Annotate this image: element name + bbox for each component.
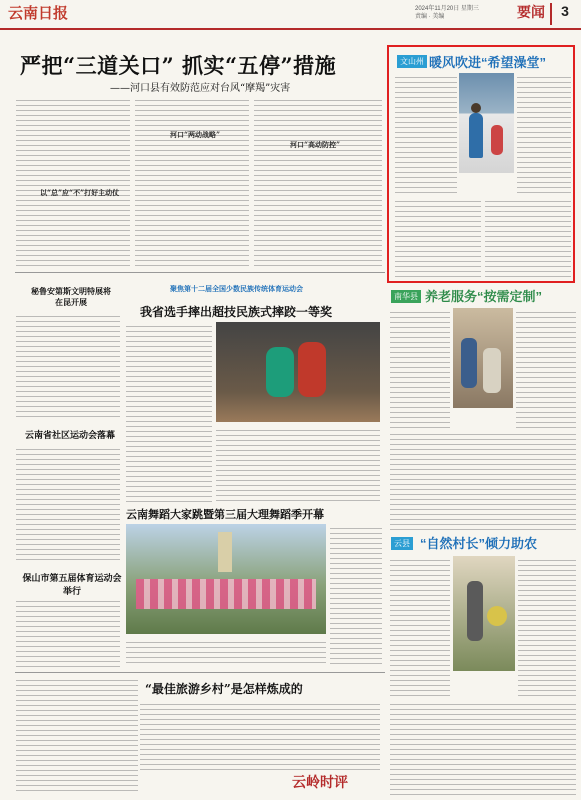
column-logo: 云岭时评 [292, 775, 348, 791]
elderly-body-right [516, 308, 576, 428]
region-tag: 云县 [391, 537, 413, 550]
brief-title: 云南省社区运动会落幕 [24, 431, 115, 441]
feature-body-right [517, 73, 571, 193]
section-name: 要闻 [517, 4, 545, 20]
feature-photo [459, 73, 514, 173]
village-photo [453, 556, 515, 671]
village-title: “自然村长”倾力助农 [420, 536, 538, 551]
lead-body-col3 [254, 96, 382, 266]
elderly-photo [453, 308, 513, 408]
feature-body-left [395, 73, 457, 193]
sports-body-left [126, 322, 212, 502]
brief-body [16, 597, 120, 667]
section-divider [15, 272, 385, 273]
sports-body-right [216, 426, 380, 504]
lead-subsection-3: 河口“高动防控” [290, 140, 341, 149]
dance-photo [126, 524, 326, 634]
newspaper-logo: 云南日报 [8, 4, 69, 22]
elderly-title: 养老服务“按需定制” [425, 289, 543, 304]
opinion-body-left [16, 676, 138, 794]
feature-body-bottom-right [485, 197, 571, 277]
feature-body-bottom-left [395, 197, 481, 277]
sports-title: 我省选手摔出超技民族式摔跤一等奖 [140, 305, 333, 319]
village-body-bottom [390, 700, 576, 795]
elderly-body-left [390, 308, 450, 428]
region-tag: 文山州 [397, 55, 427, 68]
brief-body [16, 445, 120, 560]
highlighted-article[interactable] [387, 45, 575, 283]
sports-kicker: 聚焦第十二届全国少数民族传统体育运动会 [170, 284, 303, 293]
region-tag: 南华县 [391, 290, 421, 303]
brief-title: 秘鲁安第斯文明特展将在昆开展 [31, 286, 111, 307]
brief-body [16, 312, 120, 417]
masthead [0, 0, 581, 30]
feature-title: 暖风吹进“希望澡堂” [429, 55, 547, 70]
opinion-title: “最佳旅游乡村”是怎样炼成的 [145, 682, 303, 696]
village-body-left [390, 556, 450, 696]
editor-line: 责编 · 美编 [415, 14, 445, 20]
village-body-right [518, 556, 576, 696]
opinion-body [140, 700, 380, 770]
date-info [415, 5, 495, 21]
elderly-body-bottom [390, 430, 576, 530]
lead-subsection-2: 河口“两动战略” [170, 130, 221, 139]
wrestling-photo [216, 322, 380, 422]
lead-headline: 严把“三道关口” 抓实“五停”措施 [20, 53, 337, 78]
lead-body-col1 [16, 96, 130, 266]
lead-body-col2 [135, 96, 249, 266]
page-number: 3 [550, 3, 578, 25]
dance-body-bottom [126, 638, 326, 666]
lead-subhead: ——河口县有效防范应对台风“摩羯”灾害 [110, 83, 291, 94]
dance-body-right [330, 524, 382, 664]
dance-title: 云南舞蹈大家跳暨第三届大理舞蹈季开幕 [126, 508, 324, 521]
date-line: 2024年11月20日 星期三 [415, 6, 479, 12]
brief-title: 保山市第五届体育运动会举行 [22, 574, 122, 597]
section-divider [15, 672, 385, 673]
lead-subsection: 以“总”应“不”打好主动仗 [40, 188, 120, 197]
